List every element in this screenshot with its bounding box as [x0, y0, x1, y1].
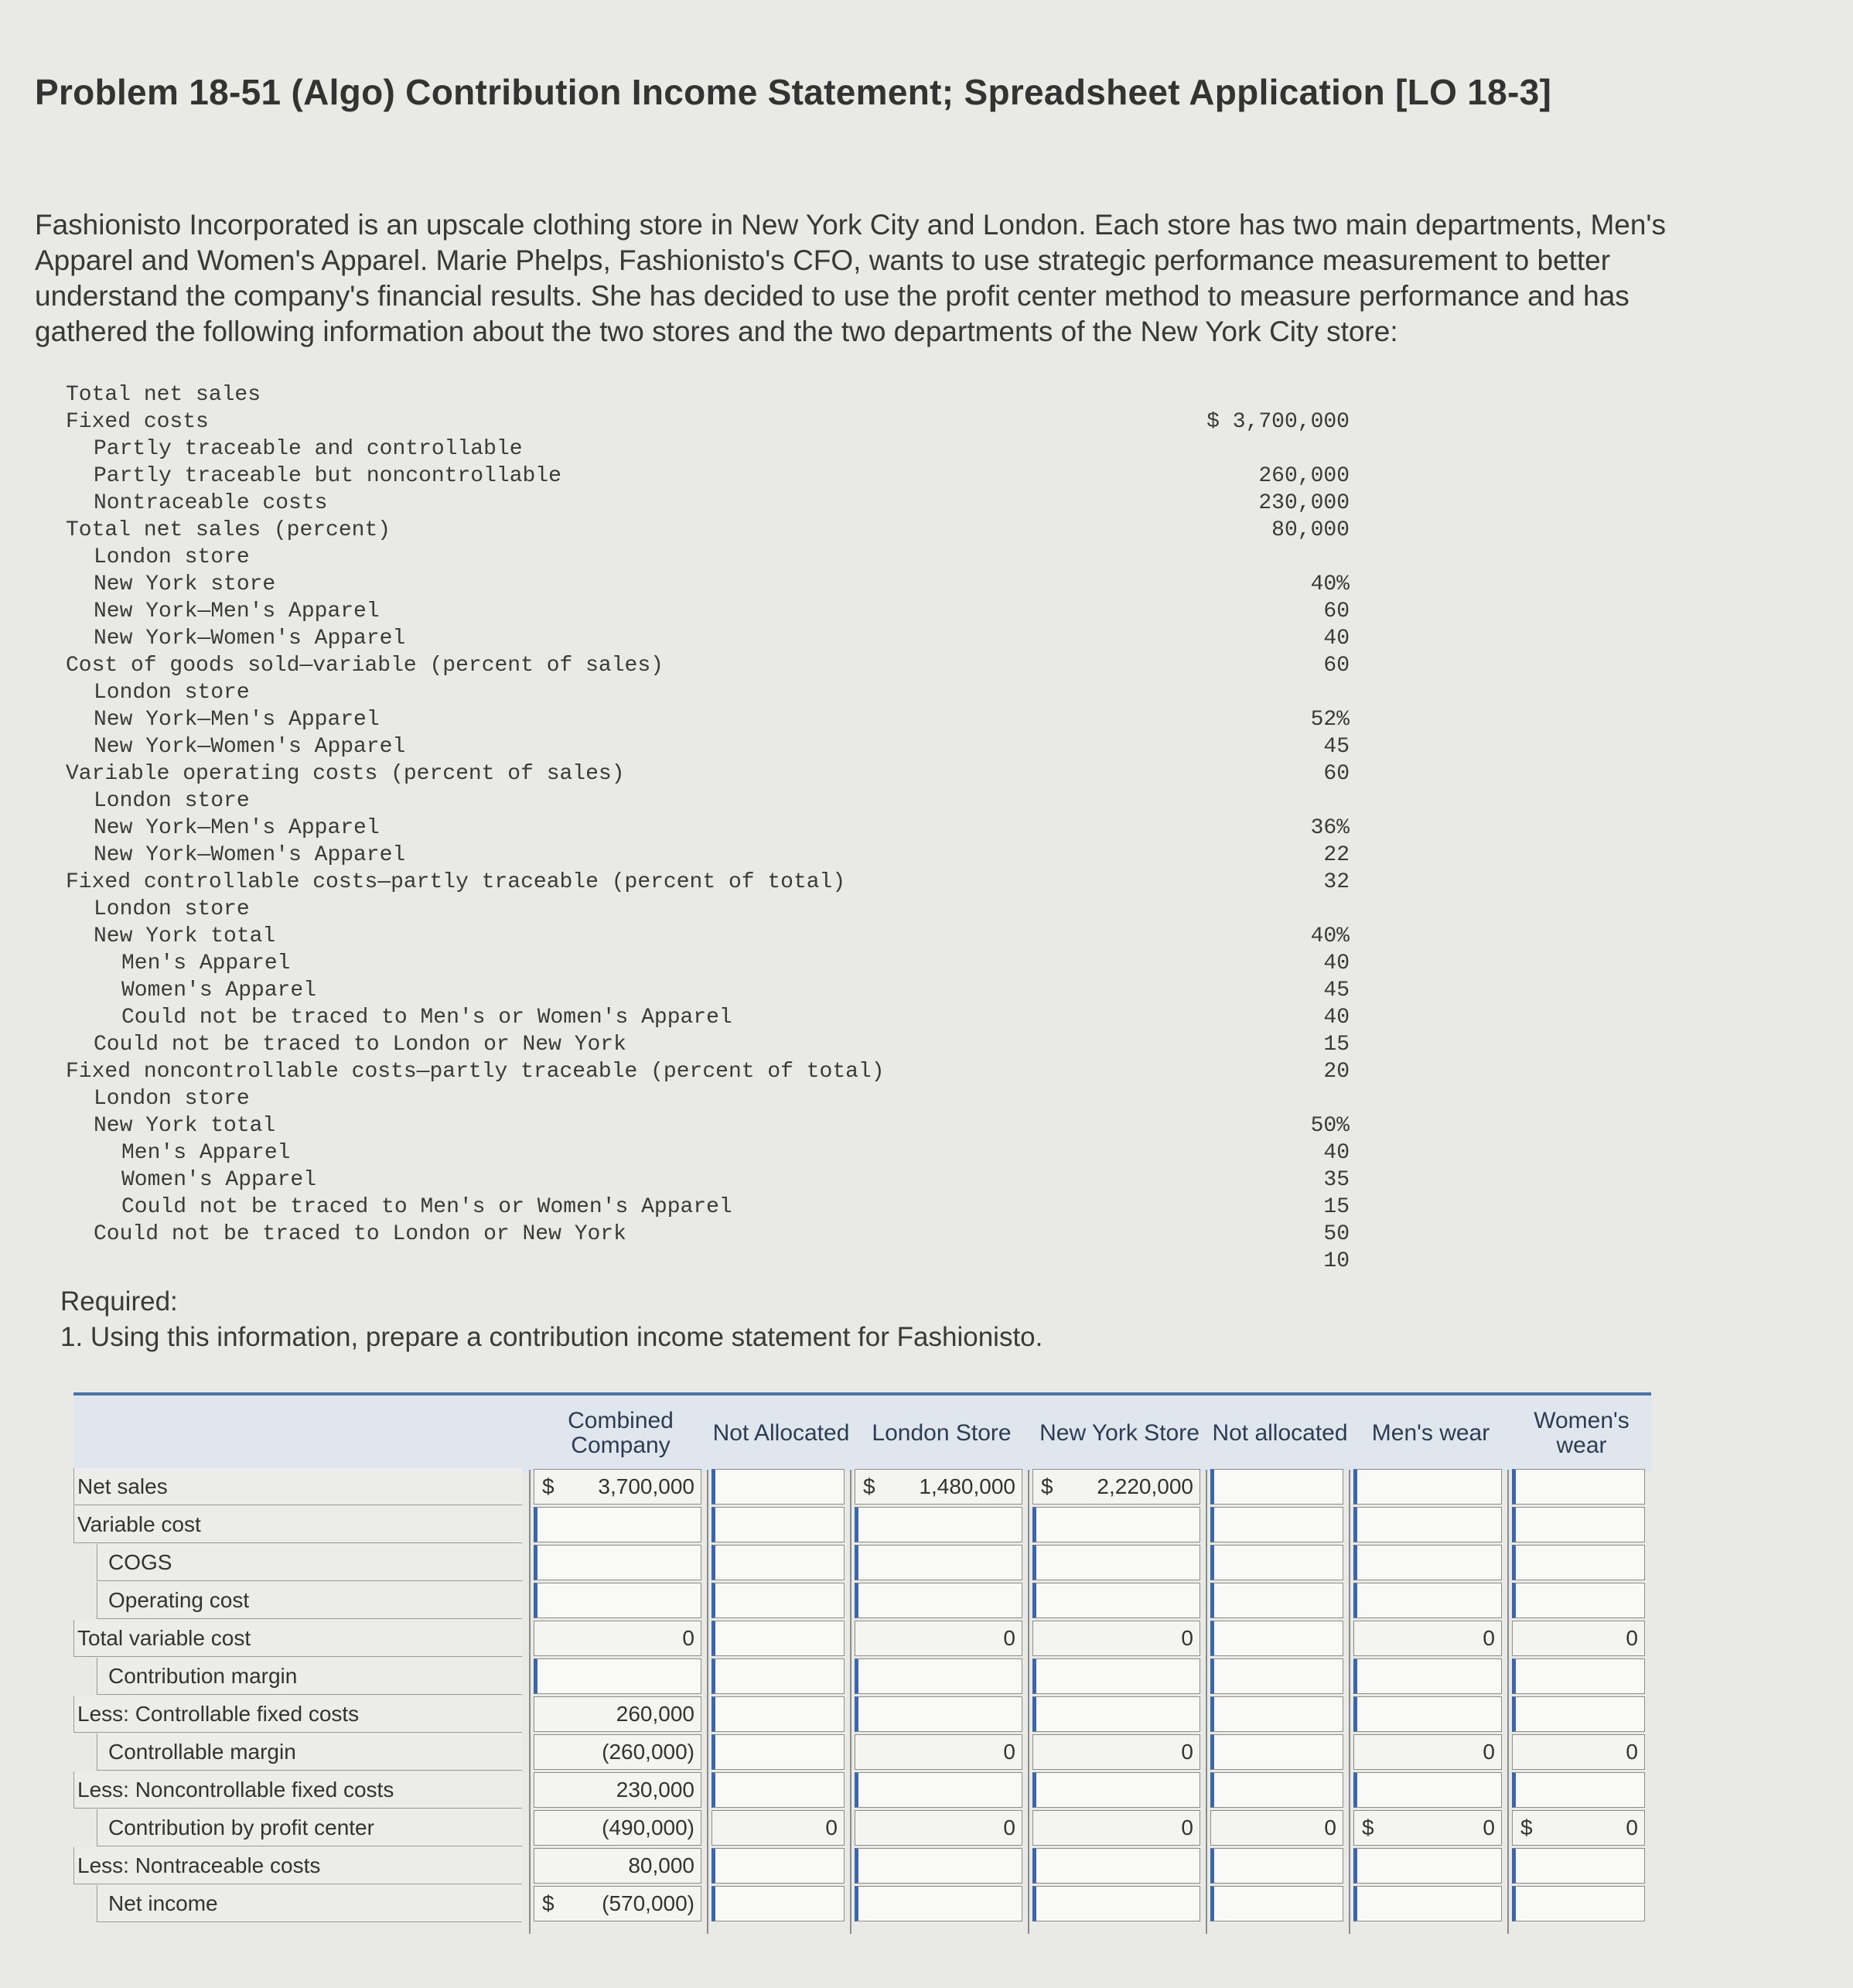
input-cell[interactable] — [1512, 1469, 1645, 1505]
input-cell[interactable] — [1210, 1583, 1343, 1618]
input-cell[interactable]: (260,000) — [534, 1734, 701, 1770]
cell-value: 0 — [1626, 1816, 1638, 1839]
input-cell[interactable] — [534, 1507, 701, 1542]
info-label: Could not be traced to London or New York — [94, 1222, 626, 1246]
input-cell[interactable] — [1210, 1848, 1343, 1884]
info-label: Nontraceable costs — [94, 491, 328, 515]
input-cell[interactable] — [712, 1848, 845, 1884]
input-cell[interactable] — [712, 1734, 845, 1770]
input-cell[interactable] — [1210, 1621, 1343, 1656]
row-label: Contribution by profit center — [97, 1809, 522, 1846]
input-cell[interactable] — [534, 1469, 701, 1505]
info-value: 60 — [1323, 762, 1350, 786]
input-cell[interactable] — [1512, 1848, 1645, 1884]
info-row — [66, 1140, 1350, 1166]
input-cell[interactable] — [534, 1886, 701, 1921]
input-cell[interactable] — [534, 1583, 701, 1618]
input-cell[interactable] — [855, 1583, 1022, 1618]
info-row — [66, 1059, 1350, 1085]
cell-value: 1,480,000 — [919, 1474, 1015, 1498]
input-cell[interactable] — [855, 1469, 1022, 1505]
info-label: New York—Women's Apparel — [94, 627, 406, 651]
input-cell[interactable] — [1512, 1810, 1645, 1846]
info-row — [66, 572, 1350, 598]
info-value: $ 3,700,000 — [1206, 410, 1350, 434]
input-cell[interactable]: 0 — [855, 1810, 1022, 1846]
info-value: 45 — [1323, 979, 1350, 1003]
column-divider — [1507, 1470, 1509, 1934]
required-item: 1. Using this information, prepare a contribution income statement for Fashionisto. — [60, 1322, 1043, 1352]
input-cell[interactable]: 0 — [1210, 1810, 1343, 1846]
input-cell[interactable]: 0 — [855, 1621, 1022, 1656]
cell-value: 3,700,000 — [598, 1474, 694, 1498]
input-cell[interactable] — [1512, 1886, 1645, 1921]
info-label: Could not be traced to Men's or Women's Apparel — [121, 1006, 732, 1030]
column-header: New York Store — [1039, 1420, 1200, 1446]
input-cell[interactable] — [1512, 1583, 1645, 1618]
input-cell[interactable] — [712, 1545, 845, 1580]
info-label: Men's Apparel — [121, 1141, 291, 1165]
info-row — [66, 897, 1350, 923]
input-cell[interactable] — [1353, 1772, 1502, 1808]
info-value: 50% — [1310, 1114, 1350, 1138]
info-value: 22 — [1323, 843, 1350, 867]
info-row — [66, 1005, 1350, 1031]
input-cell[interactable] — [1210, 1545, 1343, 1580]
input-cell[interactable]: 230,000 — [534, 1772, 701, 1808]
info-value: 60 — [1323, 599, 1350, 623]
info-label: Women's Apparel — [121, 979, 317, 1003]
input-cell[interactable] — [1512, 1507, 1645, 1542]
info-label: Women's Apparel — [121, 1168, 317, 1192]
info-label: Men's Apparel — [121, 951, 291, 975]
info-value: 260,000 — [1258, 464, 1350, 488]
input-cell[interactable] — [712, 1469, 845, 1505]
info-label: London store — [94, 1087, 250, 1111]
info-row — [66, 545, 1350, 571]
info-value: 15 — [1323, 1033, 1350, 1057]
info-value: 15 — [1323, 1195, 1350, 1219]
info-row — [66, 1194, 1350, 1221]
info-row — [66, 1113, 1350, 1139]
input-cell[interactable]: 80,000 — [534, 1848, 701, 1884]
input-cell[interactable] — [855, 1886, 1022, 1921]
input-cell[interactable] — [1032, 1545, 1200, 1580]
currency-symbol: $ — [1520, 1816, 1533, 1839]
info-label: New York—Men's Apparel — [94, 816, 380, 840]
input-cell[interactable] — [1032, 1848, 1200, 1884]
input-cell[interactable]: 0 — [1353, 1621, 1502, 1656]
info-value: 36% — [1310, 816, 1350, 840]
info-row — [66, 490, 1350, 517]
info-label: Partly traceable and controllable — [94, 437, 523, 461]
info-value: 40 — [1323, 1006, 1350, 1030]
info-row — [66, 951, 1350, 977]
info-label: New York—Men's Apparel — [94, 708, 380, 732]
input-cell[interactable] — [1210, 1658, 1343, 1694]
info-value: 45 — [1323, 735, 1350, 759]
info-row — [66, 382, 1350, 408]
info-value: 40 — [1323, 1141, 1350, 1165]
input-cell[interactable] — [855, 1507, 1022, 1542]
input-cell[interactable]: 0 — [1032, 1621, 1200, 1656]
info-label: Could not be traced to London or New York — [94, 1033, 626, 1057]
input-cell[interactable] — [1032, 1507, 1200, 1542]
column-header: Men's wear — [1371, 1420, 1490, 1446]
input-cell[interactable] — [1032, 1886, 1200, 1921]
info-value: 40 — [1323, 627, 1350, 651]
input-cell[interactable]: (490,000) — [534, 1810, 701, 1846]
column-divider — [1028, 1470, 1029, 1934]
page-title: Problem 18-51 (Algo) Contribution Income Statement; Spreadsheet Application [LO 18-3] — [35, 72, 1552, 112]
info-row — [66, 842, 1350, 869]
input-cell[interactable] — [1353, 1545, 1502, 1580]
info-label: London store — [94, 897, 250, 921]
info-row — [66, 680, 1350, 706]
info-value: 80,000 — [1271, 518, 1350, 542]
column-header: Not Allocated — [712, 1420, 850, 1446]
info-label: Cost of goods sold—variable (percent of sales) — [66, 654, 664, 678]
column-divider — [1349, 1470, 1350, 1934]
info-value: 40 — [1323, 951, 1350, 975]
currency-symbol: $ — [863, 1474, 875, 1498]
input-cell[interactable] — [1512, 1772, 1645, 1808]
info-row — [66, 869, 1350, 896]
input-cell[interactable] — [855, 1545, 1022, 1580]
input-cell[interactable]: 0 — [855, 1734, 1022, 1770]
info-label: London store — [94, 545, 250, 569]
input-cell[interactable] — [855, 1696, 1022, 1732]
input-cell[interactable] — [712, 1583, 845, 1618]
info-label: Fixed noncontrollable costs—partly traceable (percent of total) — [66, 1060, 885, 1084]
input-cell[interactable] — [1353, 1848, 1502, 1884]
currency-symbol: $ — [542, 1891, 555, 1915]
input-cell[interactable] — [1353, 1810, 1502, 1846]
info-label: Partly traceable but noncontrollable — [94, 464, 561, 488]
info-row — [66, 815, 1350, 842]
input-cell[interactable] — [712, 1507, 845, 1542]
row-label: Less: Noncontrollable fixed costs — [73, 1771, 522, 1809]
row-label: COGS — [97, 1544, 522, 1581]
input-cell[interactable]: 0 — [712, 1810, 845, 1846]
info-value: 230,000 — [1258, 491, 1350, 515]
info-row — [66, 409, 1350, 436]
required-heading: Required: — [60, 1286, 178, 1317]
info-row — [66, 1086, 1350, 1112]
input-cell[interactable] — [1032, 1583, 1200, 1618]
column-header: London Store — [872, 1420, 1012, 1446]
info-value: 50 — [1323, 1222, 1350, 1246]
input-cell[interactable] — [855, 1658, 1022, 1694]
row-label: Variable cost — [73, 1506, 522, 1543]
column-divider — [707, 1470, 708, 1934]
info-label: London store — [94, 681, 250, 705]
column-divider — [529, 1470, 531, 1934]
input-cell[interactable] — [1353, 1507, 1502, 1542]
info-label: Fixed costs — [66, 410, 209, 434]
info-label: Could not be traced to Men's or Women's Apparel — [121, 1195, 732, 1219]
input-cell[interactable] — [1210, 1507, 1343, 1542]
info-row — [66, 517, 1350, 544]
input-cell[interactable] — [1210, 1696, 1343, 1732]
row-label: Total variable cost — [73, 1620, 522, 1657]
required-section — [60, 1284, 1043, 1355]
currency-symbol: $ — [1041, 1474, 1053, 1498]
info-value: 32 — [1323, 870, 1350, 894]
info-row — [66, 653, 1350, 679]
input-cell[interactable] — [1032, 1658, 1200, 1694]
input-cell[interactable] — [712, 1621, 845, 1656]
column-header: Not allocated — [1212, 1420, 1348, 1446]
input-cell[interactable]: 260,000 — [534, 1696, 701, 1732]
info-label: New York—Women's Apparel — [94, 843, 406, 867]
info-value: 35 — [1323, 1168, 1350, 1192]
row-label: Net income — [97, 1885, 522, 1922]
info-label: New York total — [94, 1114, 276, 1138]
input-cell[interactable] — [1353, 1696, 1502, 1732]
info-row — [66, 788, 1350, 815]
input-cell[interactable] — [855, 1772, 1022, 1808]
input-cell[interactable]: 0 — [1032, 1734, 1200, 1770]
income-statement-worksheet — [73, 1392, 1651, 1934]
input-cell[interactable]: 0 — [534, 1621, 701, 1656]
input-cell[interactable] — [1353, 1886, 1502, 1921]
info-label: Total net sales — [66, 383, 261, 407]
input-cell[interactable] — [1210, 1886, 1343, 1921]
info-row — [66, 761, 1350, 787]
info-row — [66, 1248, 1350, 1275]
info-row — [66, 1221, 1350, 1248]
input-cell[interactable] — [1512, 1658, 1645, 1694]
input-cell[interactable] — [855, 1848, 1022, 1884]
input-cell[interactable] — [1210, 1772, 1343, 1808]
info-value: 60 — [1323, 654, 1350, 678]
info-value: 20 — [1323, 1060, 1350, 1084]
row-label: Operating cost — [97, 1582, 522, 1619]
input-cell[interactable] — [712, 1696, 845, 1732]
info-label: Total net sales (percent) — [66, 518, 391, 542]
cell-value: 0 — [1483, 1816, 1495, 1839]
row-label: Less: Nontraceable costs — [73, 1847, 522, 1884]
input-cell[interactable] — [712, 1658, 845, 1694]
info-row — [66, 734, 1350, 760]
input-cell[interactable] — [1210, 1469, 1343, 1505]
info-label: New York store — [94, 572, 276, 596]
info-value: 40% — [1310, 572, 1350, 596]
currency-symbol: $ — [542, 1474, 555, 1498]
info-label: New York—Women's Apparel — [94, 735, 406, 759]
column-header: Women's wear — [1534, 1408, 1629, 1458]
input-cell[interactable]: 0 — [1353, 1734, 1502, 1770]
input-cell[interactable] — [712, 1886, 845, 1921]
row-label: Contribution margin — [97, 1658, 522, 1695]
info-row — [66, 1167, 1350, 1194]
cell-value: 2,220,000 — [1097, 1474, 1193, 1498]
column-divider — [850, 1470, 851, 1934]
info-row — [66, 1032, 1350, 1058]
input-cell[interactable] — [1512, 1545, 1645, 1580]
row-label: Net sales — [73, 1468, 522, 1505]
input-cell[interactable] — [1353, 1658, 1502, 1694]
input-cell[interactable] — [534, 1545, 701, 1580]
input-cell[interactable] — [1353, 1583, 1502, 1618]
info-label: London store — [94, 789, 250, 813]
input-cell[interactable]: 0 — [1032, 1810, 1200, 1846]
info-value: 10 — [1323, 1249, 1350, 1273]
cell-value: (570,000) — [602, 1891, 694, 1915]
input-cell[interactable] — [1353, 1469, 1502, 1505]
problem-description: Fashionisto Incorporated is an upscale clothing store in New York City and London. Each store has two main departments, Men's Apparel and Women's Apparel. Marie Phelps, Fashionisto's CFO, wants to use strategic performance measurement to better understand the company's financial results. She has decided to use the profit center method to measure performance and has gathered the following information about the two stores and the two departments of the New York City store: — [35, 209, 1666, 347]
info-row — [66, 707, 1350, 733]
info-row — [66, 924, 1350, 950]
column-divider — [1206, 1470, 1207, 1934]
info-row — [66, 463, 1350, 490]
input-cell[interactable] — [534, 1658, 701, 1694]
input-cell[interactable] — [1512, 1696, 1645, 1732]
info-row — [66, 436, 1350, 463]
currency-symbol: $ — [1362, 1816, 1374, 1839]
column-header: Combined Company — [568, 1408, 674, 1458]
row-label: Less: Controllable fixed costs — [73, 1696, 522, 1733]
input-cell[interactable] — [1032, 1696, 1200, 1732]
info-value: 40% — [1310, 924, 1350, 948]
input-cell[interactable] — [1032, 1469, 1200, 1505]
row-label: Controllable margin — [97, 1734, 522, 1771]
info-label: New York total — [94, 924, 276, 948]
info-value: 52% — [1310, 708, 1350, 732]
input-cell[interactable] — [712, 1772, 845, 1808]
input-cell[interactable] — [1032, 1772, 1200, 1808]
info-row — [66, 978, 1350, 1004]
input-cell[interactable] — [1210, 1734, 1343, 1770]
input-cell[interactable]: 0 — [1512, 1621, 1645, 1656]
input-cell[interactable]: 0 — [1512, 1734, 1645, 1770]
info-row — [66, 599, 1350, 625]
info-label: New York—Men's Apparel — [94, 599, 380, 623]
info-row — [66, 626, 1350, 652]
info-label: Fixed controllable costs—partly traceable (percent of total) — [66, 870, 846, 894]
info-label: Variable operating costs (percent of sales) — [66, 762, 625, 786]
